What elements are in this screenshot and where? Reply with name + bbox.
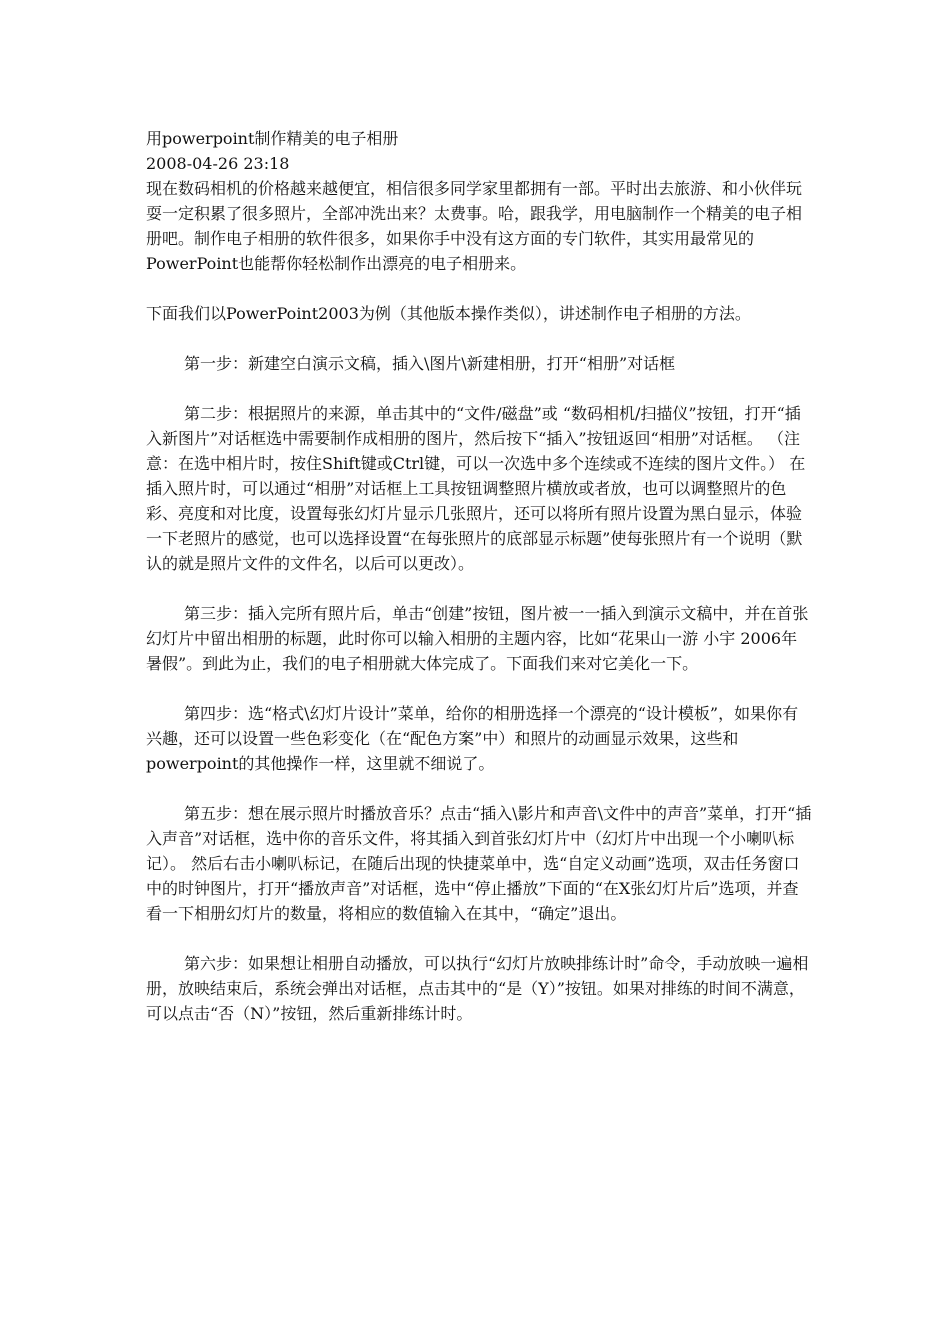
document-title: 用powerpoint制作精美的电子相册 (146, 129, 399, 148)
step-4-paragraph: 第四步：选“格式\幻灯片设计”菜单，给你的相册选择一个漂亮的“设计模板”，如果你有兴趣，还可以设置一些色彩变化（在“配色方案”中）和照片的动画显示效果，这些和powerpoint的其他操作一样，这里就不细说了。 (146, 704, 799, 773)
document-page (146, 126, 812, 1051)
step-2-paragraph: 第二步：根据照片的来源，单击其中的“文件/磁盘”或 “数码相机/扫描仪”按钮，打开“插入新图片”对话框选中需要制作成相册的图片，然后按下“插入”按钮返回“相册”对话框。 （注意：在选中相片时，按住Shift键或Ctrl键，可以一次选中多个连续或不连续的图片文件。） 在插入照片时，可以通过“相册”对话框上工具按钮调整照片横放或者放，也可以调整照片的色彩、亮度和对比度，设置每张幻灯片显示几张照片，还可以将所有照片设置为黑白显示，体验一下老照片的感觉，也可以选择设置“在每张照片的底部显示标题”使每张照片有一个说明（默认的就是照片文件的文件名，以后可以更改）。 (146, 404, 806, 573)
step-6-paragraph: 第六步：如果想让相册自动播放，可以执行“幻灯片放映排练计时”命令，手动放映一遍相册，放映结束后，系统会弹出对话框，点击其中的“是（Y）”按钮。如果对排练的时间不满意，可以点击“否（N）”按钮，然后重新排练计时。 (146, 954, 809, 1023)
step-5-paragraph: 第五步：想在展示照片时播放音乐？点击“插入\影片和声音\文件中的声音”菜单，打开“插入声音”对话框，选中你的音乐文件，将其插入到首张幻灯片中（幻灯片中出现一个小喇叭标记）。 然后右击小喇叭标记，在随后出现的快捷菜单中，选“自定义动画”选项，双击任务窗口中的时钟图片，打开“播放声音”对话框，选中“停止播放”下面的“在X张幻灯片后”选项，并查看一下相册幻灯片的数量，将相应的数值输入在其中，“确定”退出。 (146, 804, 812, 923)
step-3-paragraph: 第三步：插入完所有照片后，单击“创建”按钮，图片被一一插入到演示文稿中，并在首张幻灯片中留出相册的标题，此时你可以输入相册的主题内容，比如“花果山一游 小宇 2006年暑假”。到此为止，我们的电子相册就大体完成了。下面我们来对它美化一下。 (146, 604, 809, 673)
intro-paragraph: 现在数码相机的价格越来越便宜，相信很多同学家里都拥有一部。平时出去旅游、和小伙伴玩耍一定积累了很多照片，全部冲洗出来？太费事。哈，跟我学，用电脑制作一个精美的电子相册吧。制作电子相册的软件很多，如果你手中没有这方面的专门软件，其实用最常见的PowerPoint也能帮你轻松制作出漂亮的电子相册来。 (146, 179, 803, 273)
step-1-paragraph: 第一步：新建空白演示文稿，插入\图片\新建相册，打开“相册”对话框 (184, 354, 676, 373)
document-date: 2008-04-26 23:18 (146, 154, 290, 173)
method-paragraph: 下面我们以PowerPoint2003为例（其他版本操作类似），讲述制作电子相册的方法。 (146, 304, 751, 323)
